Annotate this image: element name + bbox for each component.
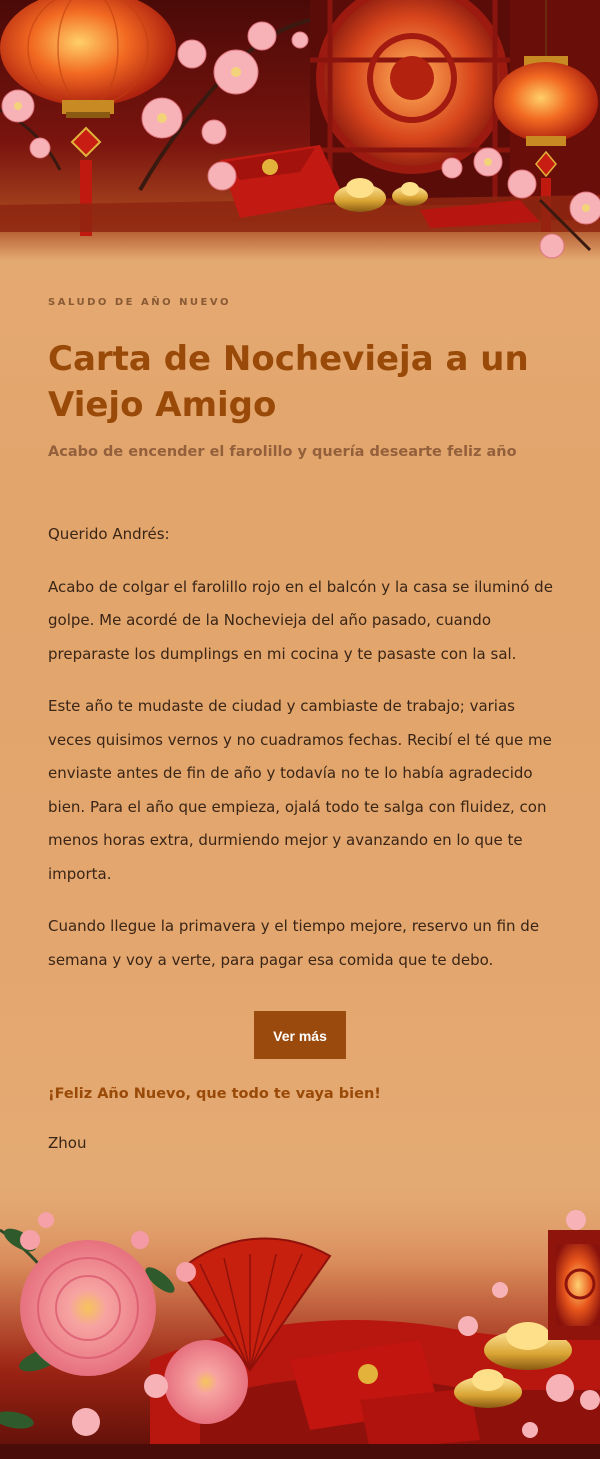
top-banner-illustration <box>0 0 600 260</box>
signature: Zhou <box>48 1134 87 1152</box>
letter-paragraph: Este año te mudaste de ciudad y cambiaste de trabajo; varias veces quisimos vernos y no cuadramos fechas. Recibí el té que me enviaste antes de fin de año y todavía no te lo había agradecido bien. Para el año que empieza, ojalá todo te salga con fluidez, con menos horas extra, durmiendo mejor y avanzando en lo que te importa. <box>48 697 552 883</box>
eyebrow-label: SALUDO DE AÑO NUEVO <box>48 297 231 308</box>
cta-container <box>254 1011 346 1059</box>
letter-paragraph: Acabo de colgar el farolillo rojo en el balcón y la casa se iluminó de golpe. Me acordé de la Nochevieja del año pasado, cuando preparaste los dumplings en mi cocina y te pasaste con la sal. <box>48 577 553 663</box>
lantern-icon <box>548 1230 600 1340</box>
see-more-button[interactable]: Ver más <box>254 1011 346 1059</box>
letter-body <box>48 518 563 996</box>
lattice-window-icon <box>310 0 510 205</box>
page-subtitle: Acabo de encender el farolillo y quería desearte feliz año <box>48 444 517 460</box>
page-title: Carta de Nochevieja a un Viejo Amigo <box>48 339 529 425</box>
closing-line: ¡Feliz Año Nuevo, que todo te vaya bien! <box>48 1086 381 1102</box>
top-festive-banner <box>0 0 600 260</box>
letter-paragraph: Cuando llegue la primavera y el tiempo mejore, reservo un fin de semana y voy a verte, para pagar esa comida que te debo. <box>48 917 540 969</box>
letter-greeting: Querido Andrés: <box>48 525 170 543</box>
bottom-festive-banner <box>0 1160 600 1459</box>
bottom-banner-illustration <box>0 1160 600 1459</box>
